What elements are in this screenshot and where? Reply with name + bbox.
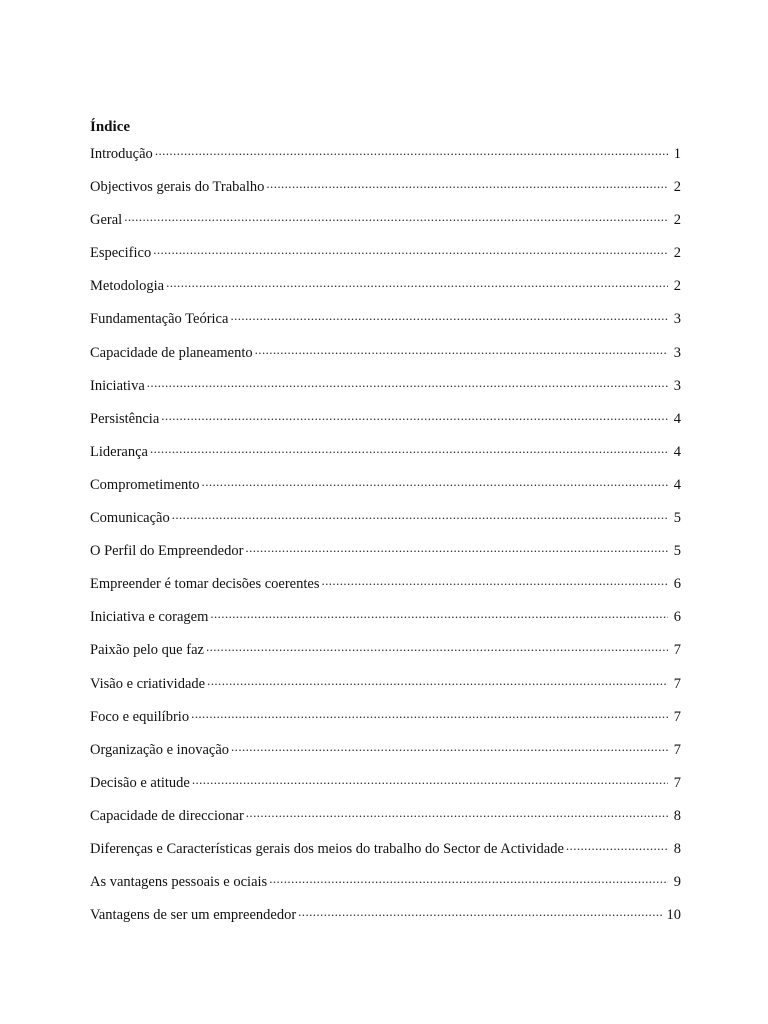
- dot-leader: [321, 574, 668, 588]
- dot-leader: [207, 674, 668, 688]
- toc-entry-page-number: 2: [673, 212, 681, 229]
- toc-entry-page-number: 7: [673, 774, 681, 791]
- toc-entry: [90, 905, 681, 938]
- toc-entry: [90, 475, 681, 508]
- toc-entry-page-number: 7: [673, 675, 681, 692]
- toc-entry-page-number: 2: [673, 245, 681, 262]
- toc-entry-page-number: 9: [673, 874, 681, 891]
- toc-entry-label: Empreender é tomar decisões coerentes: [90, 576, 320, 593]
- toc-entry: [90, 409, 681, 442]
- toc-entry-page-number: 7: [673, 642, 681, 659]
- toc-entry: [90, 707, 681, 740]
- dot-leader: [147, 376, 668, 390]
- dot-leader: [210, 607, 668, 621]
- toc-entry: [90, 508, 681, 541]
- dot-leader: [298, 905, 663, 919]
- toc-entry-page-number: 2: [673, 179, 681, 196]
- toc-entry-page-number: 7: [673, 741, 681, 758]
- dot-leader: [230, 309, 668, 323]
- toc-entry: [90, 640, 681, 673]
- toc-entry-page-number: 3: [673, 311, 681, 328]
- toc-entry-page-number: 6: [673, 576, 681, 593]
- toc-entry: [90, 839, 681, 872]
- dot-leader: [161, 409, 668, 423]
- toc-entry-label: Vantagens de ser um empreendedor: [90, 907, 297, 924]
- toc-entry: [90, 773, 681, 806]
- toc-entry: [90, 740, 681, 773]
- toc-entry: [90, 541, 681, 574]
- toc-entry-label: Organização e inovação: [90, 741, 230, 758]
- dot-leader: [246, 806, 668, 820]
- dot-leader: [150, 442, 668, 456]
- toc-entry: [90, 574, 681, 607]
- toc-entry-label: As vantagens pessoais e ociais: [90, 874, 268, 891]
- dot-leader: [202, 475, 668, 489]
- toc-entry-label: Capacidade de direccionar: [90, 807, 244, 824]
- toc-list: [90, 144, 681, 938]
- toc-entry-page-number: 10: [666, 907, 681, 924]
- toc-entry-label: Introdução: [90, 146, 153, 162]
- dot-leader: [172, 508, 668, 522]
- toc-entry-label: Comunicação: [90, 510, 170, 527]
- toc-entry-label: Especifico: [90, 245, 152, 262]
- toc-entry-page-number: 3: [673, 344, 681, 361]
- dot-leader: [255, 343, 668, 357]
- toc-entry: [90, 607, 681, 640]
- toc-entry-label: Liderança: [90, 443, 148, 460]
- toc-entry-label: Iniciativa: [90, 377, 145, 394]
- toc-entry-page-number: 5: [673, 510, 681, 527]
- toc-entry-page-number: 1: [673, 146, 681, 162]
- toc-entry-label: Iniciativa e coragem: [90, 609, 209, 626]
- toc-entry: [90, 210, 681, 243]
- toc-entry: [90, 442, 681, 475]
- toc-entry-page-number: 4: [673, 443, 681, 460]
- toc-entry: [90, 872, 681, 905]
- toc-entry-label: Diferenças e Características gerais dos meios do trabalho do Sector de Actividade: [90, 840, 564, 857]
- toc-entry-label: O Perfil do Empreendedor: [90, 543, 244, 560]
- toc-entry: [90, 343, 681, 376]
- toc-entry-page-number: 4: [673, 410, 681, 427]
- toc-entry-label: Foco e equilíbrio: [90, 708, 190, 725]
- toc-entry: [90, 309, 681, 342]
- toc-entry-label: Capacidade de planeamento: [90, 344, 253, 361]
- dot-leader: [166, 276, 668, 290]
- dot-leader: [245, 541, 668, 555]
- toc-entry: [90, 806, 681, 839]
- dot-leader: [566, 839, 668, 853]
- toc-entry-page-number: 6: [673, 609, 681, 626]
- dot-leader: [153, 243, 668, 257]
- toc-entry: [90, 674, 681, 707]
- toc-entry-label: Decisão e atitude: [90, 774, 190, 791]
- dot-leader: [191, 707, 668, 721]
- toc-entry: [90, 144, 681, 177]
- toc-entry: [90, 276, 681, 309]
- toc-entry-label: Metodologia: [90, 278, 165, 295]
- toc-entry-page-number: 3: [673, 377, 681, 394]
- toc-entry: [90, 177, 681, 210]
- toc-entry-label: Paixão pelo que faz: [90, 642, 204, 659]
- toc-entry-page-number: 8: [673, 840, 681, 857]
- toc-entry-label: Visão e criatividade: [90, 675, 206, 692]
- dot-leader: [206, 640, 668, 654]
- toc-heading: Índice: [90, 119, 131, 135]
- toc-entry-page-number: 5: [673, 543, 681, 560]
- toc-entry-label: Fundamentação Teórica: [90, 311, 229, 328]
- dot-leader: [192, 773, 668, 787]
- dot-leader: [269, 872, 668, 886]
- dot-leader: [155, 144, 668, 158]
- toc-entry: [90, 243, 681, 276]
- dot-leader: [231, 740, 668, 754]
- toc-entry-label: Geral: [90, 212, 123, 229]
- toc-entry-label: Persistência: [90, 410, 160, 427]
- toc-entry-label: Comprometimento: [90, 476, 200, 493]
- dot-leader: [124, 210, 668, 224]
- toc-entry-page-number: 2: [673, 278, 681, 295]
- toc-entry: [90, 376, 681, 409]
- toc-entry-page-number: 4: [673, 476, 681, 493]
- toc-entry-page-number: 7: [673, 708, 681, 725]
- toc-entry-label: Objectivos gerais do Trabalho: [90, 179, 265, 196]
- toc-entry-page-number: 8: [673, 807, 681, 824]
- dot-leader: [266, 177, 668, 191]
